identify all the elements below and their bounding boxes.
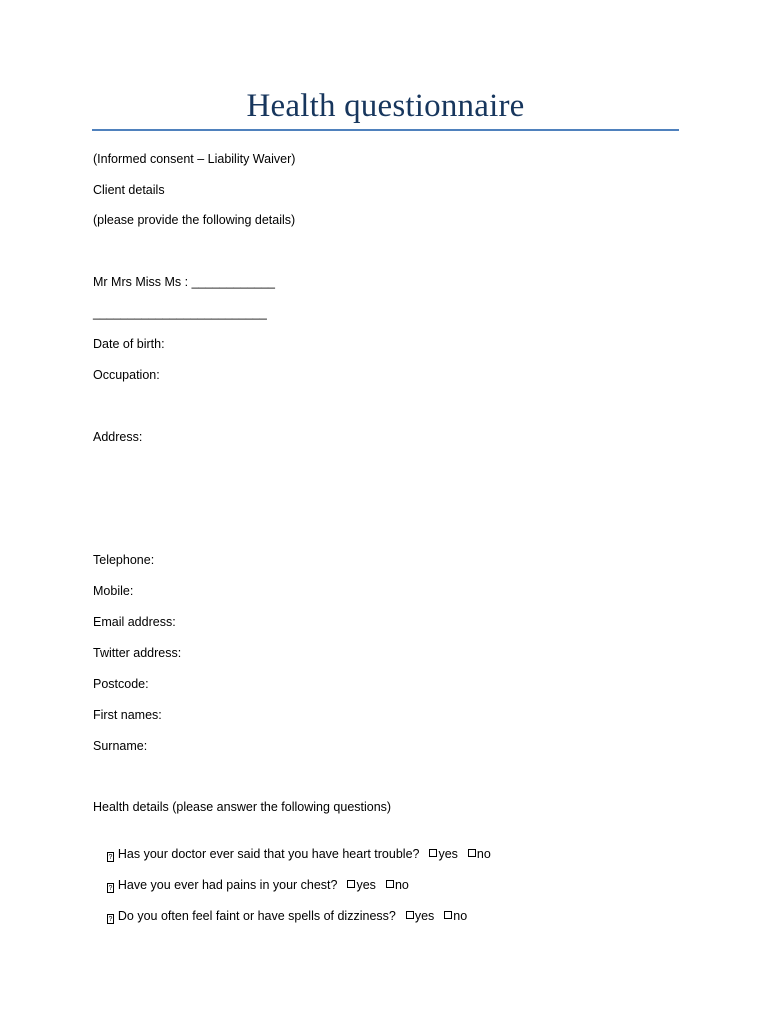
telephone-label: Telephone: — [93, 553, 155, 567]
mobile-label: Mobile: — [93, 584, 134, 598]
question-text: Has your doctor ever said that you have heart trouble? — [117, 847, 420, 861]
question-bullet-icon: ? — [108, 854, 113, 861]
yes-label: yes — [356, 878, 376, 892]
title-underline — [92, 129, 679, 131]
question-text: Do you often feel faint or have spells of dizziness? — [117, 909, 396, 923]
yes-label: yes — [438, 847, 458, 861]
question-text: Have you ever had pains in your chest? — [117, 878, 338, 892]
question-row — [93, 892, 467, 940]
postcode-label: Postcode: — [93, 677, 149, 691]
yes-checkbox[interactable] — [429, 849, 437, 857]
no-checkbox[interactable] — [386, 880, 394, 888]
email-label: Email address: — [93, 615, 176, 629]
no-checkbox[interactable] — [468, 849, 476, 857]
question-bullet-icon: ? — [108, 916, 113, 923]
date-of-birth-label: Date of birth: — [93, 337, 165, 351]
no-label: no — [453, 909, 468, 923]
yes-checkbox[interactable] — [406, 911, 414, 919]
document-title: Health questionnaire — [246, 88, 525, 124]
twitter-label: Twitter address: — [93, 646, 182, 660]
client-details-heading: Client details — [93, 183, 165, 197]
first-names-label: First names: — [93, 708, 162, 722]
yes-checkbox[interactable] — [347, 880, 355, 888]
client-details-instruction: (please provide the following details) — [93, 213, 296, 227]
title-field-continuation: _________________________ — [93, 306, 267, 320]
no-label: no — [394, 878, 409, 892]
yes-label: yes — [414, 909, 435, 923]
no-label: no — [476, 847, 491, 861]
surname-label: Surname: — [93, 739, 148, 753]
address-label: Address: — [93, 430, 143, 444]
consent-note: (Informed consent – Liability Waiver) — [93, 152, 296, 166]
health-details-heading: Health details (please answer the following questions) — [93, 800, 392, 814]
title-field: Mr Mrs Miss Ms : ____________ — [93, 275, 276, 289]
no-checkbox[interactable] — [444, 911, 452, 919]
question-bullet-icon: ? — [108, 885, 113, 892]
occupation-label: Occupation: — [93, 368, 160, 382]
